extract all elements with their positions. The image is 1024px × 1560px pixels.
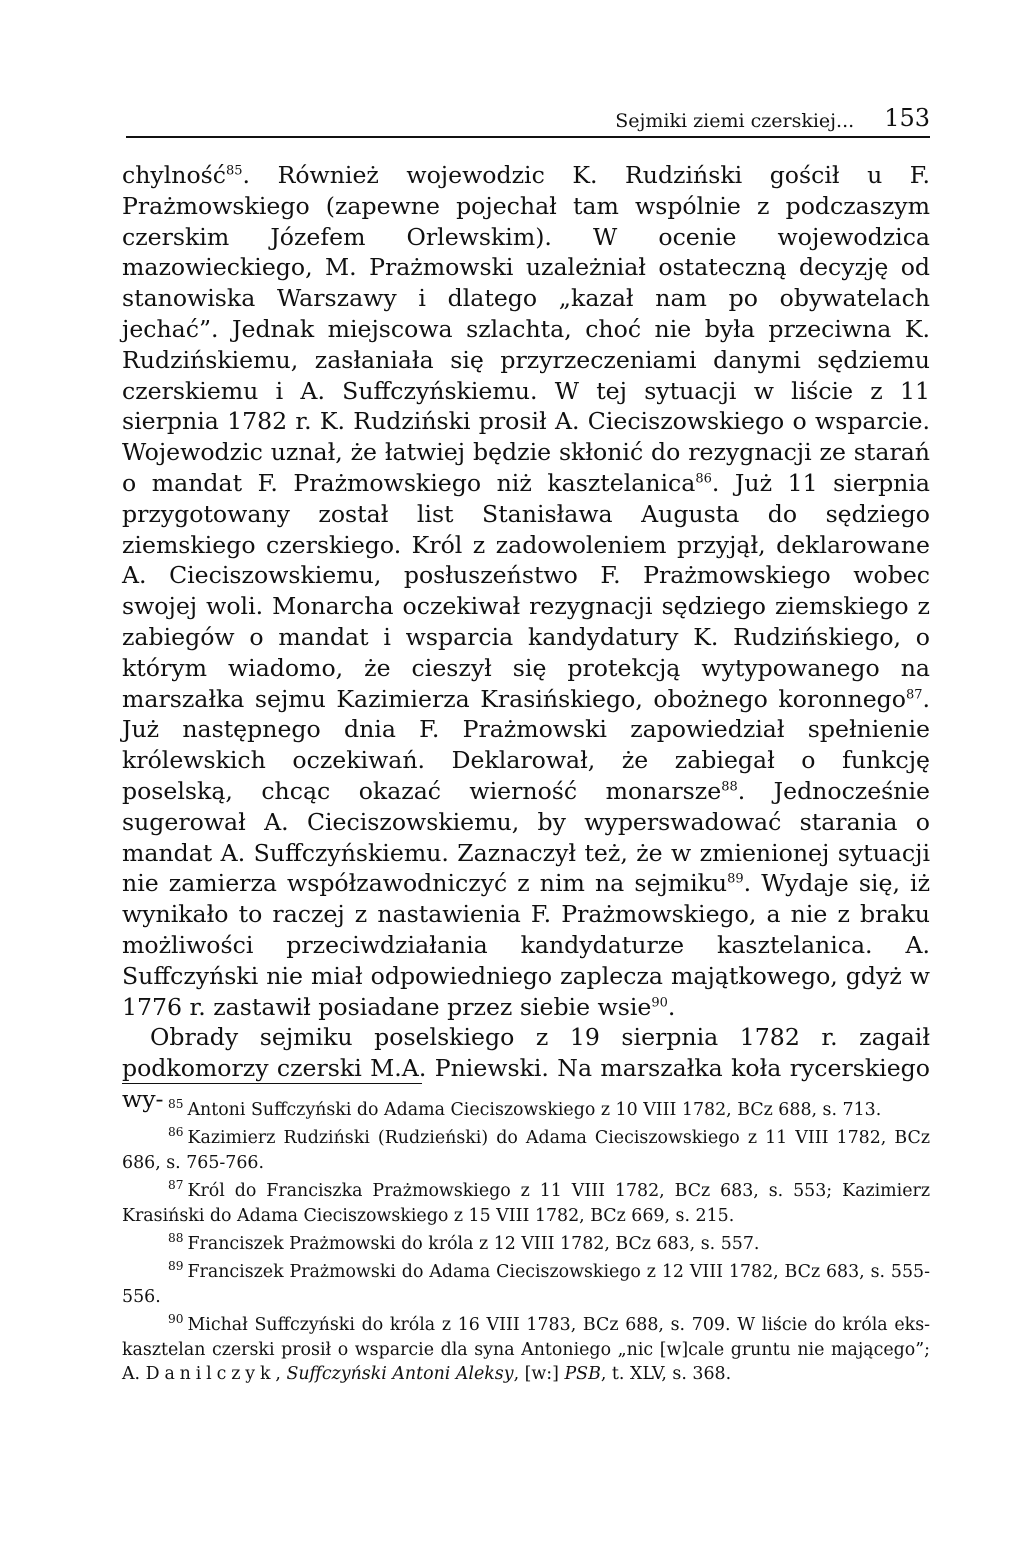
text-segment: . Wydaje się, iż wynikało to raczej z nastawienia F. Prażmowskiego, a nie z braku możliwości przeciwdziałania kandydaturze kasztelanica. A. Suffczyński nie miał odpowiedniego zaplecza majątkowego, gdyż w 1776 r. zastawił posiadane przez siebie wsie	[122, 869, 930, 1021]
page-number: 153	[884, 104, 930, 132]
footnote-title: Suffczyński Antoni Aleksy	[286, 1364, 514, 1385]
text-segment: . Również wojewodzic K. Rudziński gościł u F. Prażmowskiego (zapewne pojechał tam wspólnie z podczaszym czerskim Józefem Orlewskim). W ocenie wojewodzica mazowieckiego, M. Prażmowski uzależniał ostateczną decyzję od stanowiska Warszawy i dlatego „kazał nam po obywatelach jechać”. Jednak miejscowa szlachta, choć nie była przeciwna K. Rudzińskiemu, zasłaniała się przyrzeczeniami danymi sędziemu czerskiemu i A. Suffczyńskiemu. W tej sytuacji w liście z 11 sierpnia 1782 r. K. Rudziński prosił A. Cieciszowskiego o wsparcie. Wojewodzic uznał, że łatwiej będzie skłonić do rezygnacji ze starań o mandat F. Prażmowskiego niż kasztelanica	[122, 161, 930, 497]
footnote-85	[122, 1098, 930, 1122]
text-segment: . Jednocześnie sugerował A. Cieciszowskiemu, by wyperswadować starania o mandat A. Suffczyńskiemu. Zaznaczył też, że w zmienionej sytuacji nie zamierza współzawodniczyć z nim na sejmiku	[122, 776, 930, 898]
footnote-ref-86: 86	[695, 471, 712, 487]
footnote-number: 85	[168, 1096, 184, 1111]
footnote-text: Antoni Suffczyński do Adama Cieciszowskiego z 10 VIII 1782, BCz 688, s. 713.	[187, 1100, 882, 1120]
running-title: Sejmiki ziemi czerskiej...	[615, 110, 855, 132]
footnote-number: 89	[168, 1259, 184, 1274]
footnote-text: ,	[275, 1364, 287, 1385]
footnote-text: , [w:]	[513, 1364, 565, 1385]
footnote-ref-90: 90	[651, 995, 668, 1011]
footnote-87	[122, 1179, 930, 1228]
footnote-ref-89: 89	[727, 871, 744, 887]
footnote-text: Franciszek Prażmowski do króla z 12 VIII 1782, BCz 683, s. 557.	[187, 1234, 760, 1255]
footnote-text: Kazimierz Rudziński (Rudzieński) do Adama Cieciszowskiego z 11 VIII 1782, BCz 686, s. 765-766.	[122, 1128, 930, 1173]
paragraph-1	[122, 160, 930, 1022]
footnotes	[122, 1098, 930, 1386]
text-segment: . Już 11 sierpnia przygotowany został list Stanisława Augusta do sędziego ziemskiego czerskiego. Król z zadowoleniem przyjął, deklarowane A. Cieciszowskiemu, posłuszeństwo F. Prażmowskiego wobec swojej woli. Monarcha oczekiwał rezygnacji sędziego ziemskiego z zabiegów o mandat i wsparcia kandydatury K. Rudzińskiego, o którym wiadomo, że cieszył się protekcją wytypowanego na marszałka sejmu Kazimierza Krasińskiego, obożnego koronnego	[122, 468, 930, 713]
footnote-text: Franciszek Prażmowski do Adama Cieciszowskiego z 12 VIII 1782, BCz 683, s. 555-556.	[122, 1262, 930, 1307]
running-header	[126, 98, 930, 138]
main-text	[122, 160, 930, 1115]
footnote-text: Król do Franciszka Prażmowskiego z 11 VIII 1782, BCz 683, s. 553; Kazimierz Krasiński do Adama Cieciszowskiego z 15 VIII 1782, BCz 669, s. 215.	[122, 1181, 930, 1226]
paragraph-2: Obrady sejmiku poselskiego z 19 sierpnia 1782 r. zagaił podkomorzy czerski M.A. Pniewski. Na marszałka koła rycerskiego wy-	[122, 1023, 930, 1113]
footnote-text: , t. XLV, s. 368.	[600, 1364, 732, 1385]
footnote-author: Danilczyk	[145, 1364, 276, 1385]
footnote-number: 90	[168, 1311, 184, 1326]
footnote-ref-88: 88	[721, 779, 738, 795]
footnote-number: 88	[168, 1230, 184, 1245]
footnote-number: 86	[168, 1125, 184, 1140]
footnote-number: 87	[168, 1177, 184, 1192]
footnote-ref-87: 87	[905, 687, 923, 703]
text-segment: .	[667, 992, 676, 1021]
text-segment: chylność	[122, 161, 227, 189]
text-segment: . Już następnego dnia F. Prażmowski zapowiedział spełnienie królewskich oczekiwań. Deklarował, że zabiegał o funkcję poselską, chcąc okazać wierność monarsze	[122, 684, 930, 805]
footnote-90	[122, 1313, 930, 1386]
footnote-journal: PSB	[564, 1364, 601, 1385]
footnote-text: Michał Suffczyński do króla z 16 VIII 1783, BCz 688, s. 709. W liście do króla eks-kasztelan czerski prosił o wsparcie dla syna Antoniego „nic [w]cale gruntu nie mającego”; A.	[122, 1315, 930, 1385]
footnote-separator	[122, 1083, 422, 1084]
footnote-88	[122, 1232, 930, 1256]
footnote-86	[122, 1126, 930, 1175]
footnote-89	[122, 1260, 930, 1309]
footnote-ref-85: 85	[226, 163, 243, 179]
